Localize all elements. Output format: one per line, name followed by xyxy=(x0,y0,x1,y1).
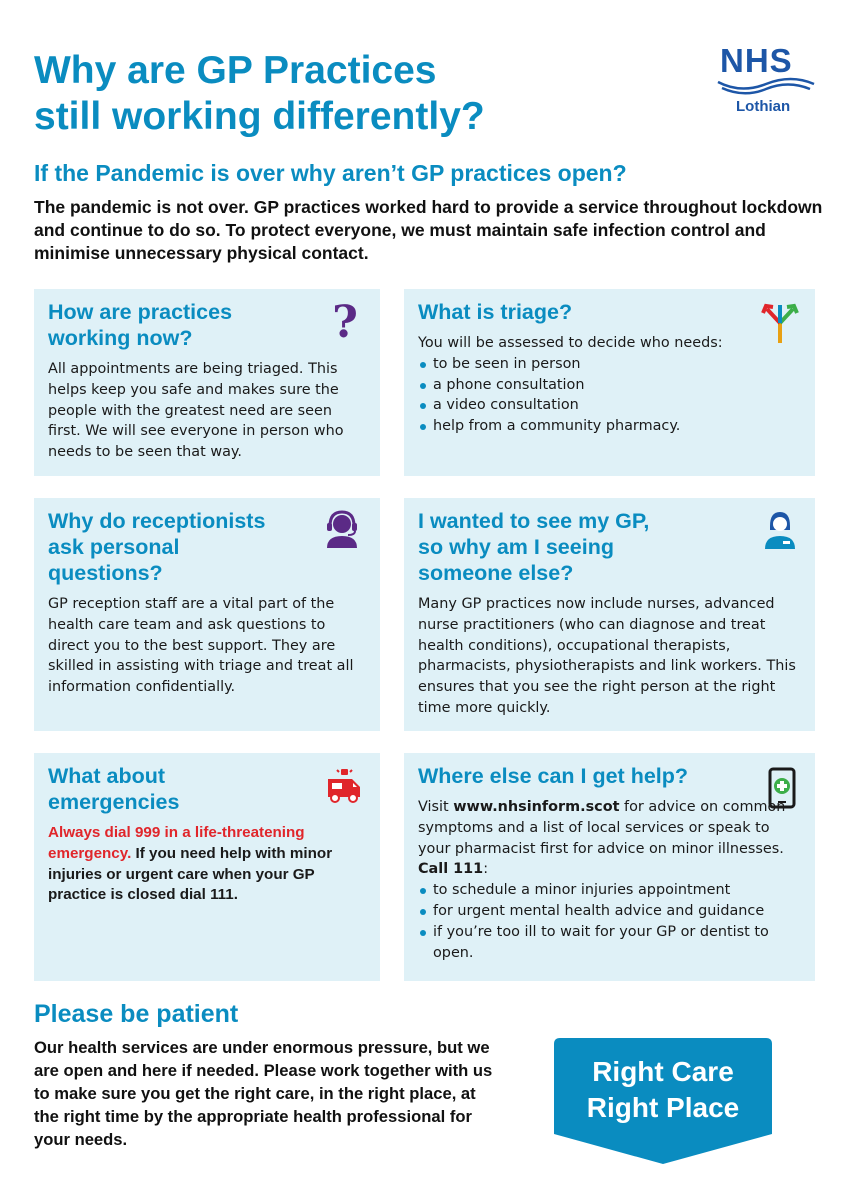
gp-heading-line-3: someone else? xyxy=(418,561,574,585)
emergency-alert-text: Always dial 999 in a life-threatening emergency. xyxy=(48,824,305,862)
receptionists-heading-line-2: ask personal xyxy=(48,535,180,559)
nhs-lothian-logo xyxy=(716,44,816,124)
practices-body: All appointments are being triaged. This helps keep you safe and makes sure the people with the greatest need are seen first. We will see everyone in person who needs to be seen that way. xyxy=(48,361,344,461)
title-line-2: still working differently? xyxy=(34,95,485,138)
right-care-badge xyxy=(554,1038,772,1164)
receptionists-heading-line-3: questions? xyxy=(48,561,163,585)
receptionist-headset-icon xyxy=(324,510,360,554)
list-item: for urgent mental health advice and guidance xyxy=(418,901,801,922)
triage-box xyxy=(404,289,815,476)
intro-lead: The pandemic is not over. xyxy=(34,197,249,217)
practices-heading-line-2: working now? xyxy=(48,326,193,350)
help-box xyxy=(404,753,815,981)
list-item: to schedule a minor injuries appointment xyxy=(418,880,801,901)
emergencies-heading-line-1: What about xyxy=(48,764,166,788)
gp-body: Many GP practices now include nurses, advanced nurse practitioners (who can diagnose and treat health conditions), occupational therapists, pharmacists, physiotherapists and link workers. This ensures that you see the right person at the right time more quickly. xyxy=(418,596,796,716)
receptionists-heading-line-1: Why do receptionists xyxy=(48,509,266,533)
triage-intro: You will be assessed to decide who needs: xyxy=(418,335,723,351)
gp-box xyxy=(404,498,815,731)
emergencies-heading xyxy=(48,763,366,815)
help-text-1: Visit xyxy=(418,799,454,815)
nurse-icon xyxy=(762,510,798,554)
list-item: a phone consultation xyxy=(418,375,801,396)
patient-body: Our health services are under enormous pressure, but we are open and here if needed. Please work together with us to make sure you get the right care, in the right place, at the right time by the appropriate health professional for your needs. xyxy=(34,1038,493,1149)
call-111-text: Call 111 xyxy=(418,861,484,878)
nhsinform-link[interactable]: www.nhsinform.scot xyxy=(453,799,620,815)
help-heading: Where else can I get help? xyxy=(418,764,689,788)
triage-list xyxy=(418,354,801,437)
help-text-3: : xyxy=(483,861,489,878)
gp-heading xyxy=(418,508,801,586)
patient-heading: Please be patient xyxy=(34,1000,239,1028)
badge-line-1: Right Care xyxy=(592,1056,734,1087)
list-item: to be seen in person xyxy=(418,354,801,375)
gp-heading-line-2: so why am I seeing xyxy=(418,535,614,559)
emergencies-body xyxy=(48,823,366,906)
phone-medical-icon xyxy=(768,767,796,813)
receptionists-box xyxy=(34,498,380,731)
page-title xyxy=(34,48,674,140)
triage-arrows-icon xyxy=(760,301,800,349)
title-line-1: Why are GP Practices xyxy=(34,49,437,92)
receptionists-heading xyxy=(48,508,366,586)
intro-rest: GP practices worked hard to provide a service throughout lockdown and continue to do so. To protect everyone, we must maintain safe infection control and minimise unnecessary physical contact. xyxy=(34,197,823,263)
nhs-wordmark: NHS xyxy=(720,42,793,79)
svg-text:?: ? xyxy=(332,299,358,343)
list-item: if you’re too ill to wait for your GP or dentist to open. xyxy=(418,922,801,964)
practices-heading xyxy=(48,299,366,351)
list-item: help from a community pharmacy. xyxy=(418,416,801,437)
badge-line-2: Right Place xyxy=(586,1092,740,1123)
emergencies-heading-line-2: emergencies xyxy=(48,790,180,814)
gp-heading-line-1: I wanted to see my GP, xyxy=(418,509,650,533)
emergencies-box xyxy=(34,753,380,981)
badge-text xyxy=(554,1054,772,1126)
intro-paragraph xyxy=(34,196,824,265)
emergencies-rest: If you need help with minor injuries or urgent care when your GP practice is closed dial 111. xyxy=(48,844,333,904)
question-mark-icon xyxy=(330,299,360,347)
ambulance-icon xyxy=(326,767,364,809)
help-text-2: for advice on common symptoms and a list of local services or speak to your pharmacist first for advice on minor illnesses. xyxy=(418,799,786,857)
practices-heading-line-1: How are practices xyxy=(48,300,233,324)
subtitle: If the Pandemic is over why aren’t GP practices open? xyxy=(34,160,627,186)
help-list xyxy=(418,880,801,963)
logo-region: Lothian xyxy=(736,98,791,115)
help-body xyxy=(418,797,801,880)
triage-heading: What is triage? xyxy=(418,300,573,324)
practices-box xyxy=(34,289,380,476)
receptionists-body: GP reception staff are a vital part of the health care team and ask questions to direct you to the best support. They are skilled in assisting with triage and treat all information confidentially. xyxy=(48,596,354,696)
wave-icon xyxy=(716,76,816,98)
list-item: a video consultation xyxy=(418,395,801,416)
